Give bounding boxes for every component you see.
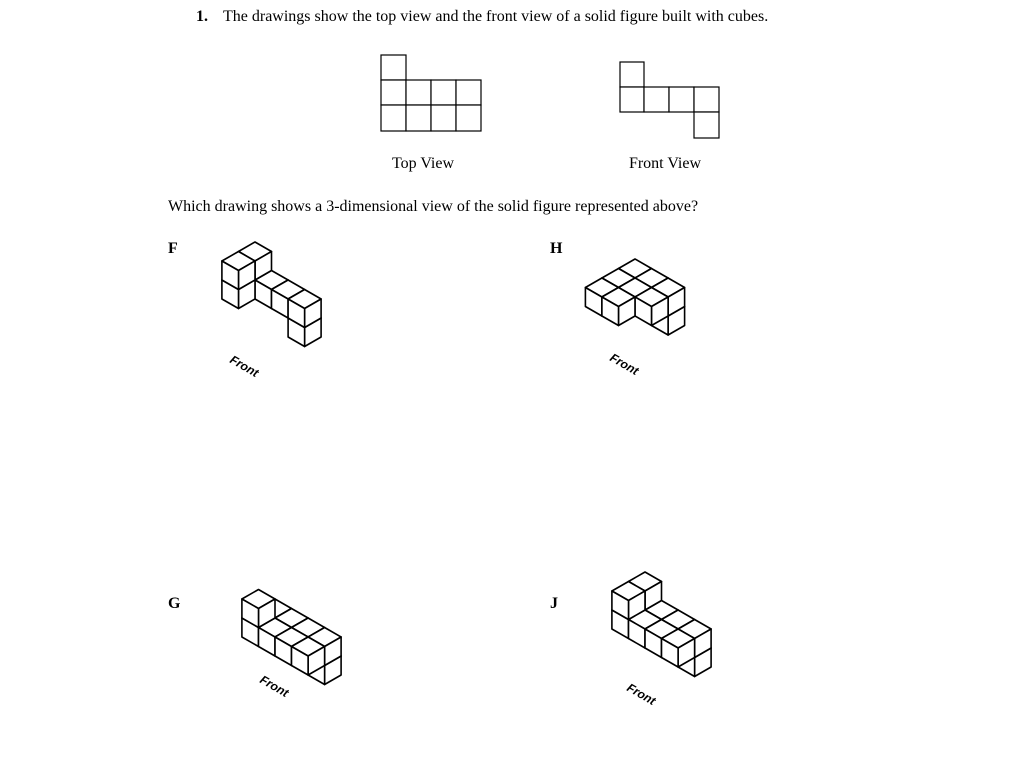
option-h-label[interactable]: H <box>550 240 563 257</box>
question-number: 1. <box>196 8 208 25</box>
option-h-front-label: Front <box>607 350 642 378</box>
option-g-front-label: Front <box>257 672 292 700</box>
option-h-cubes <box>585 259 684 335</box>
option-g-label[interactable]: G <box>168 595 181 612</box>
front-view-caption: Front View <box>628 155 702 172</box>
option-j-label[interactable]: J <box>550 595 558 612</box>
option-g-cubes <box>242 590 341 685</box>
option-h-drawing[interactable] <box>580 240 760 410</box>
option-f-cubes <box>222 242 321 347</box>
top-view-caption: Top View <box>391 155 455 172</box>
option-g-drawing[interactable] <box>215 570 395 740</box>
option-f-front-label: Front <box>227 352 262 380</box>
option-j-cubes <box>612 572 711 677</box>
option-j-front-label: Front <box>624 680 659 708</box>
option-f-drawing[interactable] <box>200 240 380 410</box>
option-j-drawing[interactable] <box>600 570 780 740</box>
top-view-drawing <box>381 55 485 135</box>
option-f-label[interactable]: F <box>168 240 178 257</box>
front-view-drawing <box>620 62 724 142</box>
question-text: The drawings show the top view and the front view of a solid figure built with cubes. <box>223 8 769 25</box>
question-prompt: Which drawing shows a 3-dimensional view of the solid figure represented above? <box>168 198 699 215</box>
